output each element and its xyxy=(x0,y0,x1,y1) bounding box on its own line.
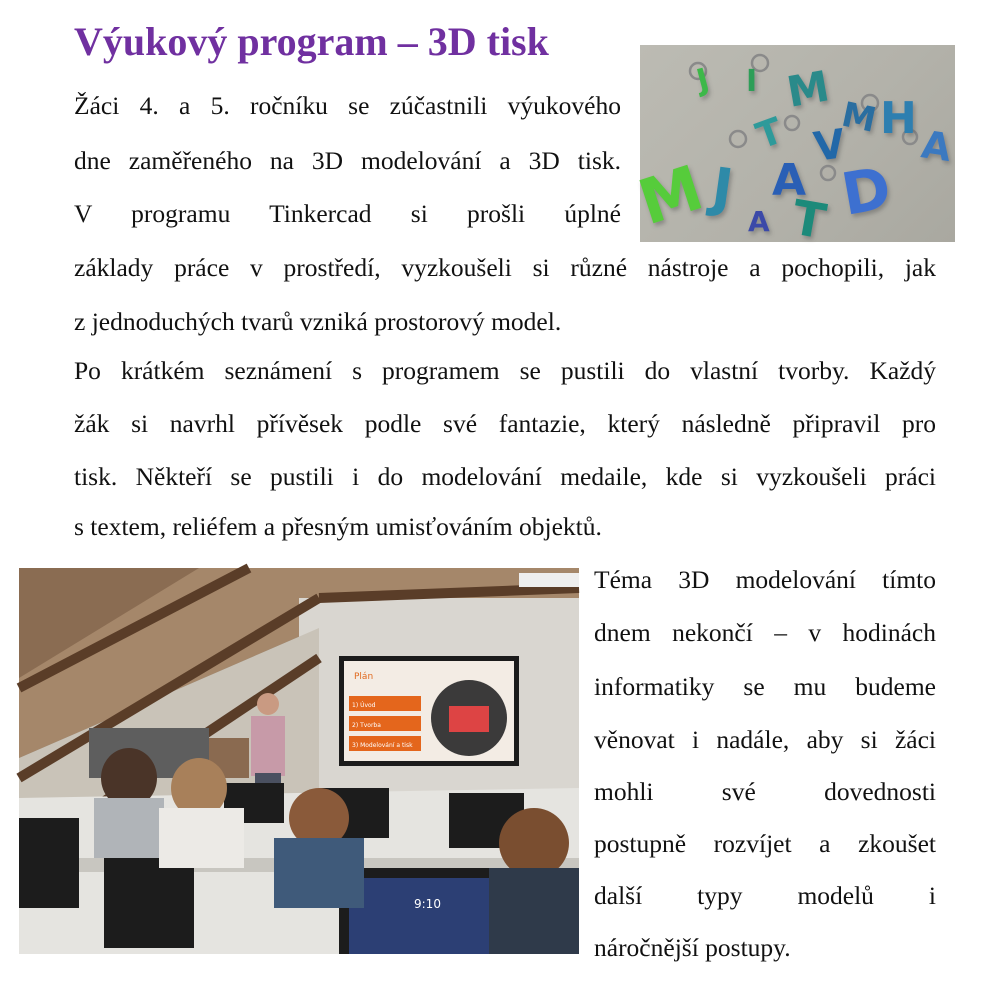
screen-item: 3) Modelování a tisk xyxy=(352,742,413,749)
text-line: další typy modelů i xyxy=(594,881,936,910)
text-line: z jednoduchých tvarů vzniká prostorový model. xyxy=(74,307,562,336)
text-line: tisk. Někteří se pustili i do modelování medaile, kde si vyzkoušeli práci xyxy=(74,462,936,491)
letter-t2: T xyxy=(787,189,830,251)
text-line: dnem nekončí – v hodinách xyxy=(594,618,936,647)
letter-a1: A xyxy=(918,122,955,171)
text-line: náročnější postupy. xyxy=(594,933,791,962)
text-line: s textem, reliéfem a přesným umisťováním objektů. xyxy=(74,512,602,541)
keychains-illustration xyxy=(630,45,955,251)
classroom-photo xyxy=(19,568,579,954)
text-line: postupně rozvíjet a zkoušet xyxy=(594,829,936,858)
letter-a2: A xyxy=(772,155,807,206)
text-line: Žáci 4. a 5. ročníku se zúčastnili výukového xyxy=(74,91,621,120)
letter-v: V xyxy=(810,121,849,171)
letter-d: D xyxy=(836,153,896,229)
screen-title: Plán xyxy=(354,672,374,682)
letter-m2: M xyxy=(838,94,880,141)
keychains-photo xyxy=(630,45,955,251)
screen-item: 2) Tvorba xyxy=(352,722,381,729)
letter-h: H xyxy=(880,93,917,144)
classroom-illustration xyxy=(19,568,579,954)
text-line: žák si navrhl přívěsek podle své fantazie, který následně připravil pro xyxy=(74,409,936,438)
letter-t1: T xyxy=(751,110,789,158)
letter-m1: M xyxy=(783,61,833,117)
screen-item: 1) Úvod xyxy=(352,702,376,709)
page-title: Výukový program – 3D tisk xyxy=(74,19,549,64)
text-line: dne zaměřeného na 3D modelování a 3D tisk. xyxy=(74,146,621,175)
letter-j2: J xyxy=(708,155,737,221)
letter-j1: J xyxy=(693,62,713,99)
letter-m3: M xyxy=(630,150,712,240)
text-line: V programu Tinkercad si prošli úplné xyxy=(74,199,621,228)
text-line: informatiky se mu budeme xyxy=(594,672,936,701)
text-line: věnovat i nadále, aby si žáci xyxy=(594,725,936,754)
text-line: Po krátkém seznámení s programem se pustili do vlastní tvorby. Každý xyxy=(74,356,936,385)
text-line: Téma 3D modelování tímto xyxy=(594,565,936,594)
letter-i: I xyxy=(746,64,758,99)
laptop-clock: 9:10 xyxy=(414,897,441,911)
text-line: základy práce v prostředí, vyzkoušeli si různé nástroje a pochopili, jak xyxy=(74,253,936,282)
letter-a3: A xyxy=(748,205,770,238)
text-line: mohli své dovednosti xyxy=(594,777,936,806)
